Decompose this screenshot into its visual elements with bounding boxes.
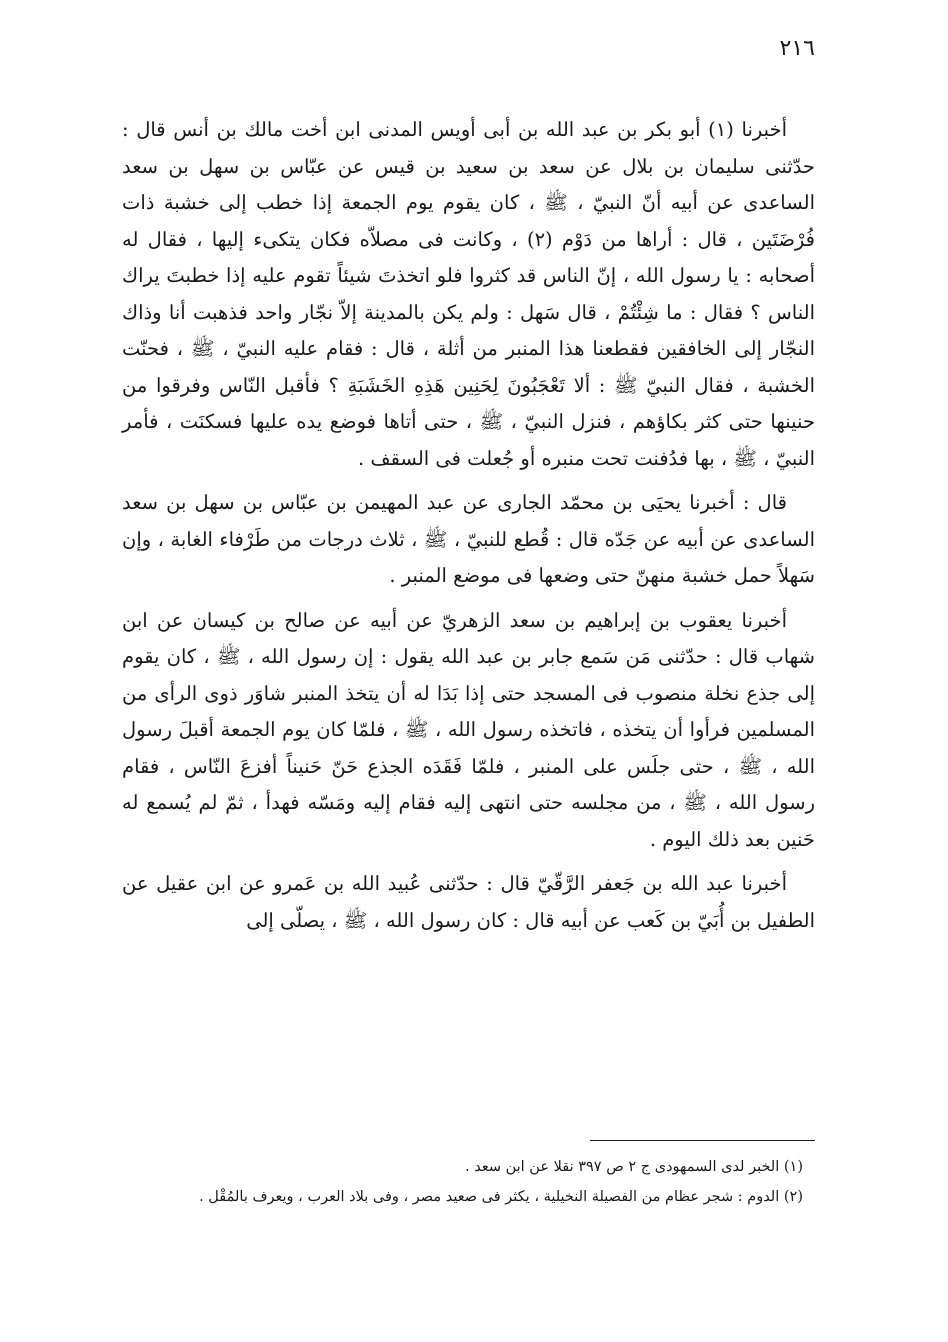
paragraph-4: أخبرنا عبد الله بن جَعفر الرَّقّيّ قال : حدّثنى عُبيد الله بن عَمرو عن ابن عقيل عن الطفيل بن أُبَيّ بن كَعب عن أبيه قال : كان رسول الله ، ﷺ ، يصلّى إلى	[122, 872, 815, 932]
footnote-divider	[590, 1140, 815, 1141]
footnote-1: (١) الخبر لدى السمهودى ج ٢ ص ٣٩٧ نقلا عن ابن سعد .	[465, 1159, 803, 1175]
page-number: ٢١٦	[779, 36, 815, 61]
footnotes	[130, 1152, 815, 1212]
paragraph-2: قال : أخبرنا يحيَى بن محمّد الجارى عن عبد المهيمن بن عبّاس بن سهل بن سعد الساعدى عن أبيه عن جَدّه قال : قُطع للنبيّ ، ﷺ ، ثلاث درجات من طَرْفاء الغابة ، وإن سَهلاً حمل خشبة منهنّ حتى وضعها فى موضع المنبر .	[122, 491, 815, 587]
footnote-2: (٢) الدوم : شجر عظام من الفصيلة النخيلية ، يكثر فى صعيد مصر ، وفى بلاد العرب ، ويعرف بالمُقْل .	[199, 1189, 803, 1205]
paragraph-1: أخبرنا (١) أبو بكر بن عبد الله بن أبى أويس المدنى ابن أخت مالك بن أنس قال : حدّثنى سليمان بن بلال عن سعد بن سعيد بن قيس عن عبّاس بن سهل بن سعد الساعدى عن أبيه أنّ النبيّ ، ﷺ ، كان يقوم يوم الجمعة إذا خطب إلى خشبة ذات فُرْضَتَين ، قال : أراها من دَوْم (٢) ، وكانت فى مصلاّه فكان يتكىء إليها ، فقال له أصحابه : يا رسول الله ، إنّ الناس قد كثروا فلو اتخذتَ شيئاً تقوم عليه إذا خطبتَ يراك الناس ؟ فقال : ما شِئْتُمْ ، قال سَهل : ولم يكن بالمدينة إلاّ نجّار واحد فذهبت أنا وذاك النجّار إلى الخافقين فقطعنا هذا المنبر من أثلة ، قال : فقام عليه النبيّ ، ﷺ ، فحنّت الخشبة ، فقال النبيّ ﷺ : ألا تَعْجَبُونَ لِحَنِين هَذِهِ الخَشَبَةِ ؟ فأقبل النّاس وفرقوا من حنينها حتى كثر بكاؤهم ، فنزل النبيّ ، ﷺ ، حتى أتاها فوضع يده عليها فسكنَت ، فأمر النبيّ ، ﷺ ، بها فدُفنت تحت منبره أو جُعلت فى السقف .	[122, 118, 815, 470]
paragraph-3: أخبرنا يعقوب بن إبراهيم بن سعد الزهريّ عن أبيه عن صالح بن كيسان عن ابن شهاب قال : حدّثنى مَن سَمع جابر بن عبد الله يقول : إن رسول الله ، ﷺ ، كان يقوم إلى جذع نخلة منصوب فى المسجد حتى إذا بَدَا له أن يتخذ المنبر شاوَر ذوى الرأى من المسلمين فرأوا أن يتخذه ، فاتخذه رسول الله ، ﷺ ، فلمّا كان يوم الجمعة أقبلَ رسول الله ، ﷺ ، حتى جلَس على المنبر ، فلمّا فَقَدَه الجذع حَنّ حَنيناً أفزعَ النّاس ، فقام رسول الله ، ﷺ ، من مجلسه حتى انتهى إليه فقام إليه ومَسّه فهدأ ، ثمّ لم يُسمع له حَنين بعد ذلك اليوم .	[122, 608, 815, 851]
main-text	[122, 112, 815, 947]
